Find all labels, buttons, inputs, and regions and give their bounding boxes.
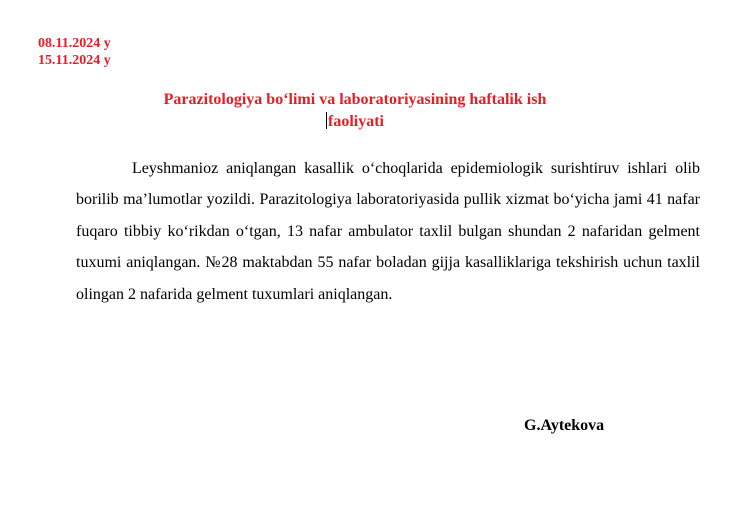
title-line-2-wrapper (90, 111, 620, 133)
start-date: 08.11.2024 y (38, 36, 111, 51)
signature-name: G.Aytekova (524, 417, 605, 434)
date-range (38, 35, 111, 69)
text-cursor (326, 112, 327, 129)
document-title (90, 89, 620, 133)
title-line-1: Parazitologiya bo‘limi va laboratoriyasining haftalik ish (163, 91, 547, 108)
end-date: 15.11.2024 y (38, 53, 111, 68)
report-paragraph: Leyshmanioz aniqlangan kasallik o‘choqlarida epidemiologik surishtiruv ishlari olib borilib ma’lumotlar yozildi. Parazitologiya laboratoriyasida pullik xizmat bo‘yicha jami 41 nafar fuqaro tibbiy ko‘rikdan o‘tgan, 13 nafar ambulator taxlil bulgan shundan 2 nafaridan gelment tuxumi aniqlangan. №28 maktabdan 55 nafar boladan gijja kasalliklariga tekshirish uchun taxlil olingan 2 nafarida gelment tuxumlari aniqlangan. (76, 160, 700, 303)
title-line-2: faoliyati (328, 113, 384, 130)
